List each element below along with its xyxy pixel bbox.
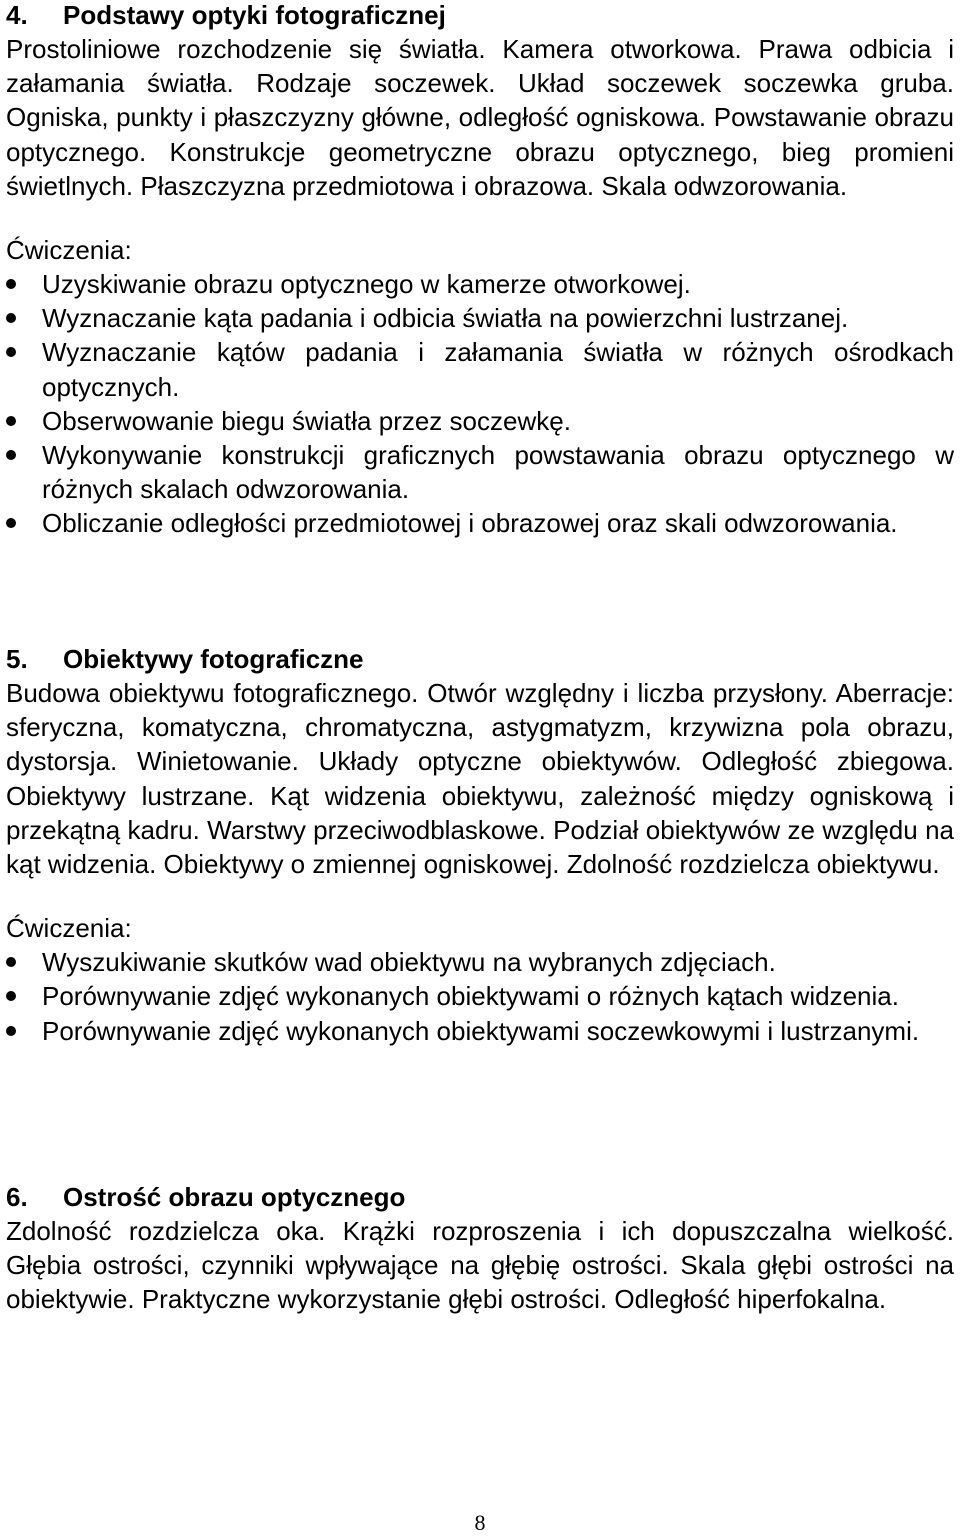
exercises-label: Ćwiczenia: [6,913,132,944]
bullet-icon [6,957,16,967]
section-heading [6,642,954,676]
exercise-item: Porównywanie zdjęć wykonanych obiektywami soczewkowymi i lustrzanymi. [6,1014,954,1048]
bullet-icon [6,279,16,289]
section-4 [6,0,954,541]
exercise-item: Wyznaczanie kąta padania i odbicia światła na powierzchni lustrzanej. [6,301,954,335]
section-body: Budowa obiektywu fotograficznego. Otwór względny i liczba przysłony. Aberracje: sferyczna, komatyczna, chromatyczna, astygmatyzm, krzywizna pola obrazu, dystorsja. Winietowanie. Układy optyczne obiektywów. Odległość zbiegowa. Obiektywy lustrzane. Kąt widzenia obiektywu, zależność między ogniskową i przekątną kadru. Warstwy przeciwodblaskowe. Podział obiektywów ze względu na kąt widzenia. Obiektywy o zmiennej ogniskowej. Zdolność rozdzielcza obiektywu. [6,678,954,880]
section-title: Podstawy optyki fotograficznej [63,0,446,30]
exercise-item: Obserwowanie biegu światła przez soczewkę. [6,404,954,438]
section-body: Prostoliniowe rozchodzenie się światła. Kamera otworkowa. Prawa odbicia i załamania światła. Rodzaje soczewek. Układ soczewek soczewka gruba. Ogniska, punkty i płaszczyzny główne, odległość ogniskowa. Powstawanie obrazu optycznego. Konstrukcje geometryczne obrazu optycznego, bieg promieni świetlnych. Płaszczyzna przedmiotowa i obrazowa. Skala odwzorowania. [6,34,954,201]
section-number: 5. [6,644,28,674]
exercises-label: Ćwiczenia: [6,235,132,266]
section-6 [6,1180,954,1317]
exercise-item: Porównywanie zdjęć wykonanych obiektywami o różnych kątach widzenia. [6,979,954,1013]
exercise-item: Wykonywanie konstrukcji graficznych powstawania obrazu optycznego w różnych skalach odwzorowania. [6,438,954,506]
section-title: Ostrość obrazu optycznego [63,1182,406,1212]
exercise-item: Uzyskiwanie obrazu optycznego w kamerze otworkowej. [6,267,954,301]
section-heading [6,1180,954,1214]
bullet-icon [6,450,16,460]
exercise-item: Wyszukiwanie skutków wad obiektywu na wybranych zdjęciach. [6,945,954,979]
exercise-list [6,267,954,541]
section-number: 4. [6,0,28,30]
section-number: 6. [6,1182,28,1212]
page-number: 8 [474,1510,486,1535]
section-body: Zdolność rozdzielcza oka. Krążki rozproszenia i ich dopuszczalna wielkość. Głębia ostrości, czynniki wpływające na głębię ostrości. Skala głębi ostrości na obiektywie. Praktyczne wykorzystanie głębi ostrości. Odległość hiperfokalna. [6,1216,954,1315]
bullet-icon [6,1026,16,1036]
exercise-item: Obliczanie odległości przedmiotowej i obrazowej oraz skali odwzorowania. [6,506,954,540]
exercise-item: Wyznaczanie kątów padania i załamania światła w różnych ośrodkach optycznych. [6,335,954,403]
section-heading [6,0,954,32]
bullet-icon [6,991,16,1001]
section-5 [6,642,954,1048]
section-title: Obiektywy fotograficzne [63,644,364,674]
exercise-list [6,945,954,1048]
bullet-icon [6,313,16,323]
bullet-icon [6,416,16,426]
bullet-icon [6,347,16,357]
bullet-icon [6,518,16,528]
